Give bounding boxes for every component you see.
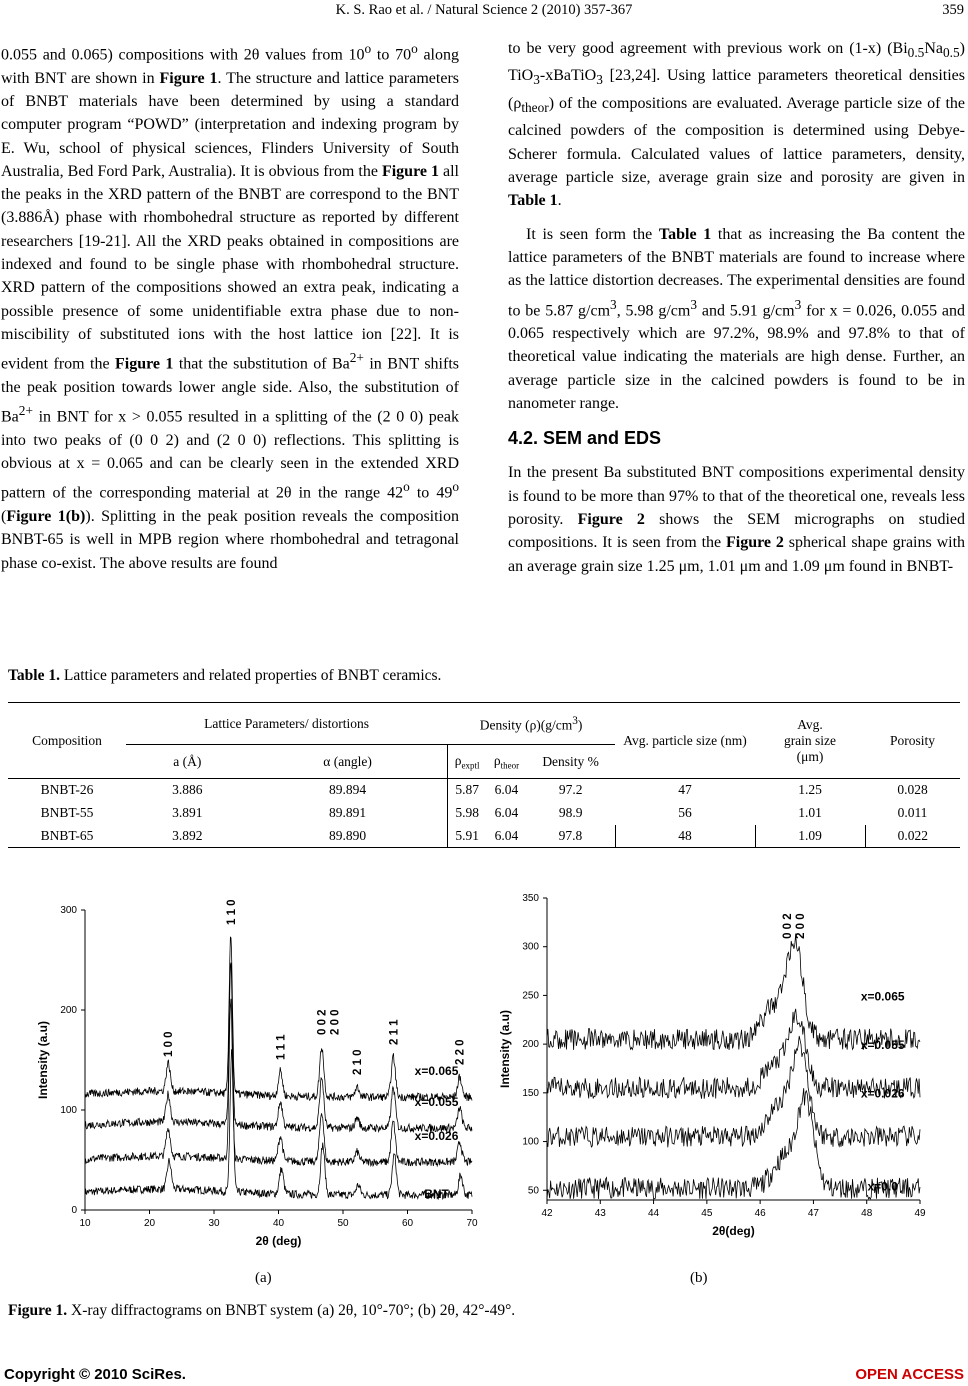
body-paragraph: 0.055 and 0.065) compositions with 2θ values from 10$^o$ to 70$^o$ along with BNT are shown in Figure 1. The structure and lattice parameters of BNBT materials have been determined by using a standard computer program “POWD” (interpretation and indexing program by E. Wu, school of physical sciences, Flinders University of South Australia, Bed Ford Park, Australia). It is obvious from the Figure 1 all the peaks in the XRD pattern of the BNBT are correspond to the BNT (3.886Å) phase with rhombohedral structure as reported by different researchers [19-21]. All the XRD peaks obtained in compositions are indexed and found to be single phase with rhombohedral structure. XRD pattern of the compositions showed an extra peak, indicating a possible presence of some unidentifiable extra phase due to non-miscibility of substituted ions with the host lattice ion [22]. It is evident from the Figure 1 that the substitution of $Ba^{2+}$ in BNT shifts the peak position towards lower angle side. Also, the substitution of $Ba^{2+}$ in BNT for x > 0.055 resulted in a splitting of the (2 0 0) peak into two peaks of (0 0 2) and (2 0 0) reflections. This splitting is obvious at x = 0.065 and can be clearly seen in the extended XRD pattern of the corresponding material at 2θ in the range 42$^o$ to 49$^o$ (Figure 1(b)). Splitting in the peak position reveals the composition BNBT-65 is well in MPB region where rhombohedral and tetragonal phase co-exist. The above results are found — [1, 41, 460, 572]
table-cell: 0.028 — [865, 779, 960, 802]
table-cell: 47 — [615, 779, 755, 802]
x-tick-label: 60 — [401, 1218, 414, 1229]
copyright: Copyright © 2010 SciRes. — [4, 1366, 186, 1383]
body-paragraph: It is seen form the Table 1 that as increasing the Ba content the lattice parameters of the BNBT materials are found to increase where as the lattice distortion decreases. The experimental densities are found to be 5.87 $g/cm^3$, 5.98 $g/cm^3$ and 5.91 $g/cm^3$ for x = 0.026, 0.055 and 0.065 respectively which are 97.2%, 98.9% and 97.8% to that of theoretical value indicating the materials are high dense. Further, an average particle size in the calcined powders is found to be in nanometer range. — [508, 225, 966, 413]
series-label: x=0.026 — [414, 1129, 459, 1143]
table-row — [8, 802, 960, 825]
table-cell: BNBT-55 — [40, 805, 94, 820]
figure-caption: Figure 1. X-ray diffractograms on BNBT system (a) 2θ, 10°-70°; (b) 2θ, 42°-49°. — [8, 1302, 516, 1319]
peak-label: 2 0 0 — [329, 1009, 342, 1035]
series-label: x=0.055 — [414, 1095, 459, 1109]
table-cell: 1.09 — [755, 825, 865, 848]
page-header — [0, 0, 968, 22]
table-cell: 3.886 — [126, 779, 249, 802]
series-label: x=0.026 — [860, 1086, 905, 1101]
x-tick-label: 70 — [466, 1218, 478, 1229]
table-cell: 6.04 — [487, 825, 527, 848]
series-label: x=0.065 — [414, 1064, 459, 1078]
x-tick-label: 49 — [914, 1208, 926, 1219]
table-row — [8, 825, 960, 848]
peak-label: 1 1 0 — [225, 899, 238, 925]
peak-label: 2 1 1 — [388, 1019, 401, 1045]
header-alpha: α (angle) — [323, 753, 372, 769]
lattice-table — [8, 702, 960, 848]
x-tick-label: 45 — [701, 1208, 713, 1219]
table-cell: 98.9 — [558, 805, 583, 820]
header-porosity: Porosity — [889, 733, 935, 749]
y-tick-label: 100 — [60, 1105, 77, 1116]
left-column — [1, 37, 459, 575]
header-density: Density $(\rho)(g/cm^3)$ — [447, 705, 615, 745]
header-grain-size: Avg. grain size (μm) — [783, 717, 837, 765]
x-tick-label: 48 — [861, 1208, 873, 1219]
x-tick-label: 30 — [208, 1218, 220, 1229]
open-access-badge: OPEN ACCESS — [855, 1366, 964, 1383]
series-label: x=0.065 — [860, 989, 905, 1004]
y-tick-label: 150 — [522, 1087, 539, 1099]
series-label: BNT — [424, 1187, 449, 1201]
y-tick-label: 200 — [522, 1039, 539, 1051]
table-cell: 97.8 — [526, 825, 615, 848]
x-tick-label: 20 — [143, 1218, 156, 1229]
y-tick-label: 100 — [522, 1136, 539, 1148]
header-composition: Composition — [32, 733, 102, 749]
header-density-pct: Density % — [542, 753, 599, 769]
running-title: K. S. Rao et al. / Natural Science 2 (2010) 357-367 — [335, 2, 633, 18]
peak-label: 2 1 0 — [352, 1049, 365, 1075]
peak-label: 2 0 0 — [794, 913, 807, 939]
table-row — [8, 779, 960, 802]
table-cell: 6.04 — [487, 779, 527, 802]
x-tick-label: 44 — [648, 1208, 660, 1219]
table-cell: 3.892 — [126, 825, 249, 848]
table-cell: 89.891 — [329, 805, 367, 820]
subfigure-b-label: (b) — [690, 1270, 708, 1286]
header-a: a (Å) — [173, 753, 202, 769]
y-tick-label: 200 — [60, 1005, 77, 1016]
y-tick-label: 50 — [527, 1185, 539, 1197]
series-line — [547, 1009, 920, 1099]
x-axis-label: 2θ (deg) — [255, 1234, 302, 1248]
page-number: 359 — [942, 2, 964, 18]
table-cell: 89.894 — [249, 779, 448, 802]
peak-label: 1 0 0 — [163, 1031, 176, 1057]
body-paragraph: In the present Ba substituted BNT compositions experimental density is found to be more than 97% to that of the theoretical one, reveals less porosity. Figure 2 shows the SEM micrographs on studied compositions. It is seen from the Figure 2 spherical shape grains with an average grain size 1.25 μm, 1.01 μm and 1.09 μm found in BNBT- — [508, 464, 966, 575]
peak-label: 1 1 1 — [275, 1034, 288, 1060]
series-label: x=0.055 — [860, 1038, 905, 1052]
table-cell: 1.01 — [798, 805, 822, 820]
x-tick-label: 40 — [272, 1218, 285, 1229]
table-cell: 5.91 — [447, 825, 487, 848]
x-tick-label: 10 — [79, 1218, 91, 1229]
x-tick-label: 43 — [594, 1208, 606, 1219]
subfigure-a-label: (a) — [255, 1270, 272, 1286]
table-cell: 0.022 — [865, 825, 960, 848]
y-tick-label: 350 — [522, 893, 539, 904]
right-column — [508, 37, 965, 578]
header-rho-exptl: $\rho_{exptl}$ — [447, 745, 487, 779]
header-rho-theor: $\rho_{theor}$ — [493, 752, 520, 771]
table-cell: 0.011 — [897, 805, 928, 820]
y-tick-label: 0 — [71, 1205, 77, 1216]
table-cell: 5.98 — [447, 802, 487, 825]
y-axis-label: Intensity (a.u) — [36, 1020, 50, 1100]
y-tick-label: 300 — [60, 905, 77, 916]
table-cell: 89.890 — [249, 825, 448, 848]
table-cell: 48 — [615, 825, 755, 848]
peak-label: 0 0 2 — [316, 1009, 329, 1035]
table-cell: 3.891 — [172, 805, 203, 820]
x-tick-label: 50 — [337, 1218, 349, 1229]
table-cell: 6.04 — [494, 805, 519, 820]
y-tick-label: 250 — [522, 990, 539, 1002]
header-particle-size: Avg. particle size (nm) — [623, 733, 747, 749]
table-cell: BNBT-26 — [8, 779, 126, 802]
table-cell: 56 — [678, 805, 692, 820]
table-cell: 5.87 — [447, 779, 487, 802]
peak-label: 2 2 0 — [454, 1039, 467, 1065]
y-axis-label: Intensity (a.u) — [498, 1009, 512, 1089]
figure-1 — [0, 880, 968, 1300]
x-tick-label: 42 — [541, 1208, 553, 1219]
y-tick-label: 300 — [522, 941, 539, 953]
x-tick-label: 46 — [754, 1208, 766, 1219]
section-title: 4.2. SEM and EDS — [508, 428, 662, 449]
series-label: x=0.0 — [867, 1179, 898, 1194]
table-cell: BNBT-65 — [8, 825, 126, 848]
table-cell: 97.2 — [526, 779, 615, 802]
x-axis-label: 2θ(deg) — [712, 1224, 755, 1238]
peak-label: 0 0 2 — [781, 913, 794, 939]
header-lattice: Lattice Parameters/ distortions — [126, 705, 447, 745]
table-cell: 1.25 — [755, 779, 865, 802]
x-tick-label: 47 — [807, 1208, 819, 1219]
table-caption: Table 1. Lattice parameters and related properties of BNBT ceramics. — [8, 667, 442, 684]
body-paragraph: to be very good agreement with previous work on (1-x) $(Bi_{0.5}Na_{0.5})$ TiO$_3$-xBaTiO$_3$ [23,24]. Using lattice parameters theoretical densities $(\rho_{theor})$ of the compositions are evaluated. Average particle size of the calcined powders of the composition is determined using Debye-Scherer formula. Calculated values of lattice parameters, density, average particle size, average grain size and porosity are given in Table 1. — [508, 40, 965, 210]
